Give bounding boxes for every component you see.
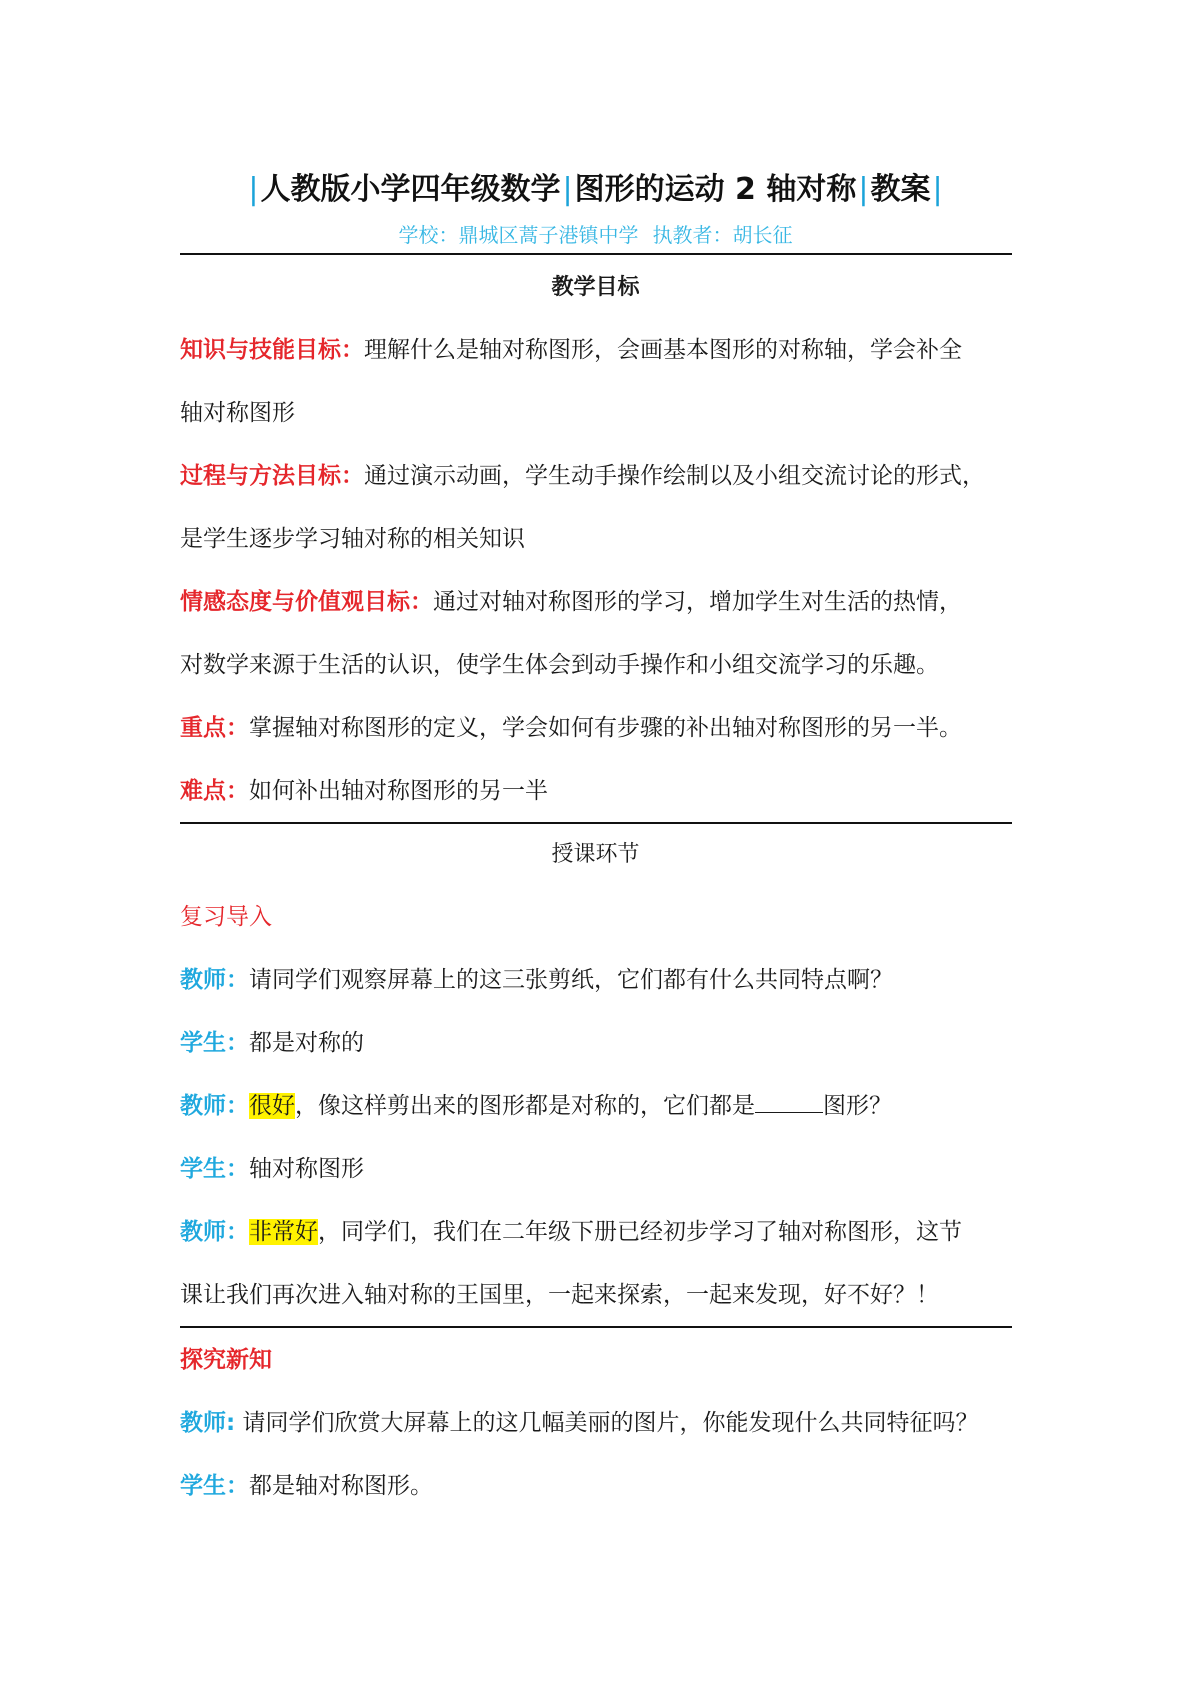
key-point [180, 711, 962, 745]
dialogue-text: 都是轴对称图形。 [249, 1473, 433, 1499]
teacher-label: 教师： [180, 1093, 249, 1119]
fill-in-blank [755, 1090, 823, 1113]
student-label: 学生： [180, 1156, 249, 1182]
title-separator: | [932, 172, 943, 207]
process-label: 过程与方法目标： [180, 463, 364, 489]
divider [180, 822, 1012, 824]
teaching-heading: 授课环节 [551, 842, 640, 867]
title-separator: | [858, 172, 869, 207]
dialogue-line [180, 1406, 979, 1440]
dialogue-line [180, 1089, 892, 1123]
objectives-heading: 教学目标 [551, 275, 640, 300]
difficulty-text: 如何补出轴对称图形的另一半 [249, 778, 548, 804]
divider [180, 253, 1012, 255]
knowledge-label: 知识与技能目标： [180, 337, 364, 363]
key-text: 掌握轴对称图形的定义，学会如何有步骤的补出轴对称图形的另一半。 [249, 715, 962, 741]
emotion-text: 通过对轴对称图形的学习，增加学生对生活的热情， [433, 589, 962, 615]
dialogue-text: 都是对称的 [249, 1030, 364, 1056]
highlighted-text: 非常好 [249, 1219, 318, 1245]
teacher-label: 教师： [180, 967, 249, 993]
process-objective [180, 459, 985, 493]
dialogue-text: ，像这样剪出来的图形都是对称的，它们都是 [295, 1093, 755, 1119]
document-subtitle [0, 220, 1191, 250]
highlighted-text: 很好 [249, 1093, 295, 1119]
review-section-title: 复习导入 [180, 904, 272, 930]
dialogue-text: 轴对称图形 [249, 1156, 364, 1182]
dialogue-line [180, 1469, 433, 1503]
difficulty-point [180, 774, 548, 808]
teacher-label: 教师: [180, 1410, 236, 1436]
knowledge-objective-cont: 轴对称图形 [180, 400, 295, 426]
divider [180, 1326, 1012, 1328]
dialogue-text: 请同学们观察屏幕上的这三张剪纸，它们都有什么共同特点啊？ [249, 967, 893, 993]
knowledge-text: 理解什么是轴对称图形，会画基本图形的对称轴，学会补全 [364, 337, 962, 363]
process-text: 通过演示动画，学生动手操作绘制以及小组交流讨论的形式， [364, 463, 985, 489]
title-separator: | [248, 172, 259, 207]
title-part-type: 教案 [870, 172, 931, 207]
school-name: 学校：鼎城区蒿子港镇中学 [398, 223, 639, 247]
dialogue-text: 请同学们欣赏大屏幕上的这几幅美丽的图片，你能发现什么共同特征吗？ [235, 1410, 979, 1436]
title-separator: | [562, 172, 573, 207]
dialogue-text: 图形？ [823, 1093, 892, 1119]
student-label: 学生： [180, 1473, 249, 1499]
emotion-objective [180, 585, 962, 619]
explore-section-title: 探究新知 [180, 1347, 272, 1373]
key-label: 重点： [180, 715, 249, 741]
emotion-label: 情感态度与价值观目标： [180, 589, 433, 615]
process-objective-cont: 是学生逐步学习轴对称的相关知识 [180, 526, 525, 552]
title-part-topic: 图形的运动 2 轴对称 [574, 172, 857, 207]
emotion-objective-cont: 对数学来源于生活的认识，使学生体会到动手操作和小组交流学习的乐趣。 [180, 652, 939, 678]
title-part-grade: 人教版小学四年级数学 [260, 172, 561, 207]
student-label: 学生： [180, 1030, 249, 1056]
dialogue-line [180, 1026, 364, 1060]
teacher-label: 教师： [180, 1219, 249, 1245]
difficulty-label: 难点： [180, 778, 249, 804]
dialogue-line-cont: 课让我们再次进入轴对称的王国里，一起来探索，一起来发现，好不好？！ [180, 1282, 939, 1308]
knowledge-objective [180, 333, 962, 367]
document-title [0, 168, 1191, 212]
dialogue-text: ，同学们，我们在二年级下册已经初步学习了轴对称图形，这节 [318, 1219, 962, 1245]
dialogue-line [180, 1215, 962, 1249]
dialogue-line [180, 1152, 364, 1186]
teacher-name: 执教者：胡长征 [652, 223, 793, 247]
dialogue-line [180, 963, 893, 997]
